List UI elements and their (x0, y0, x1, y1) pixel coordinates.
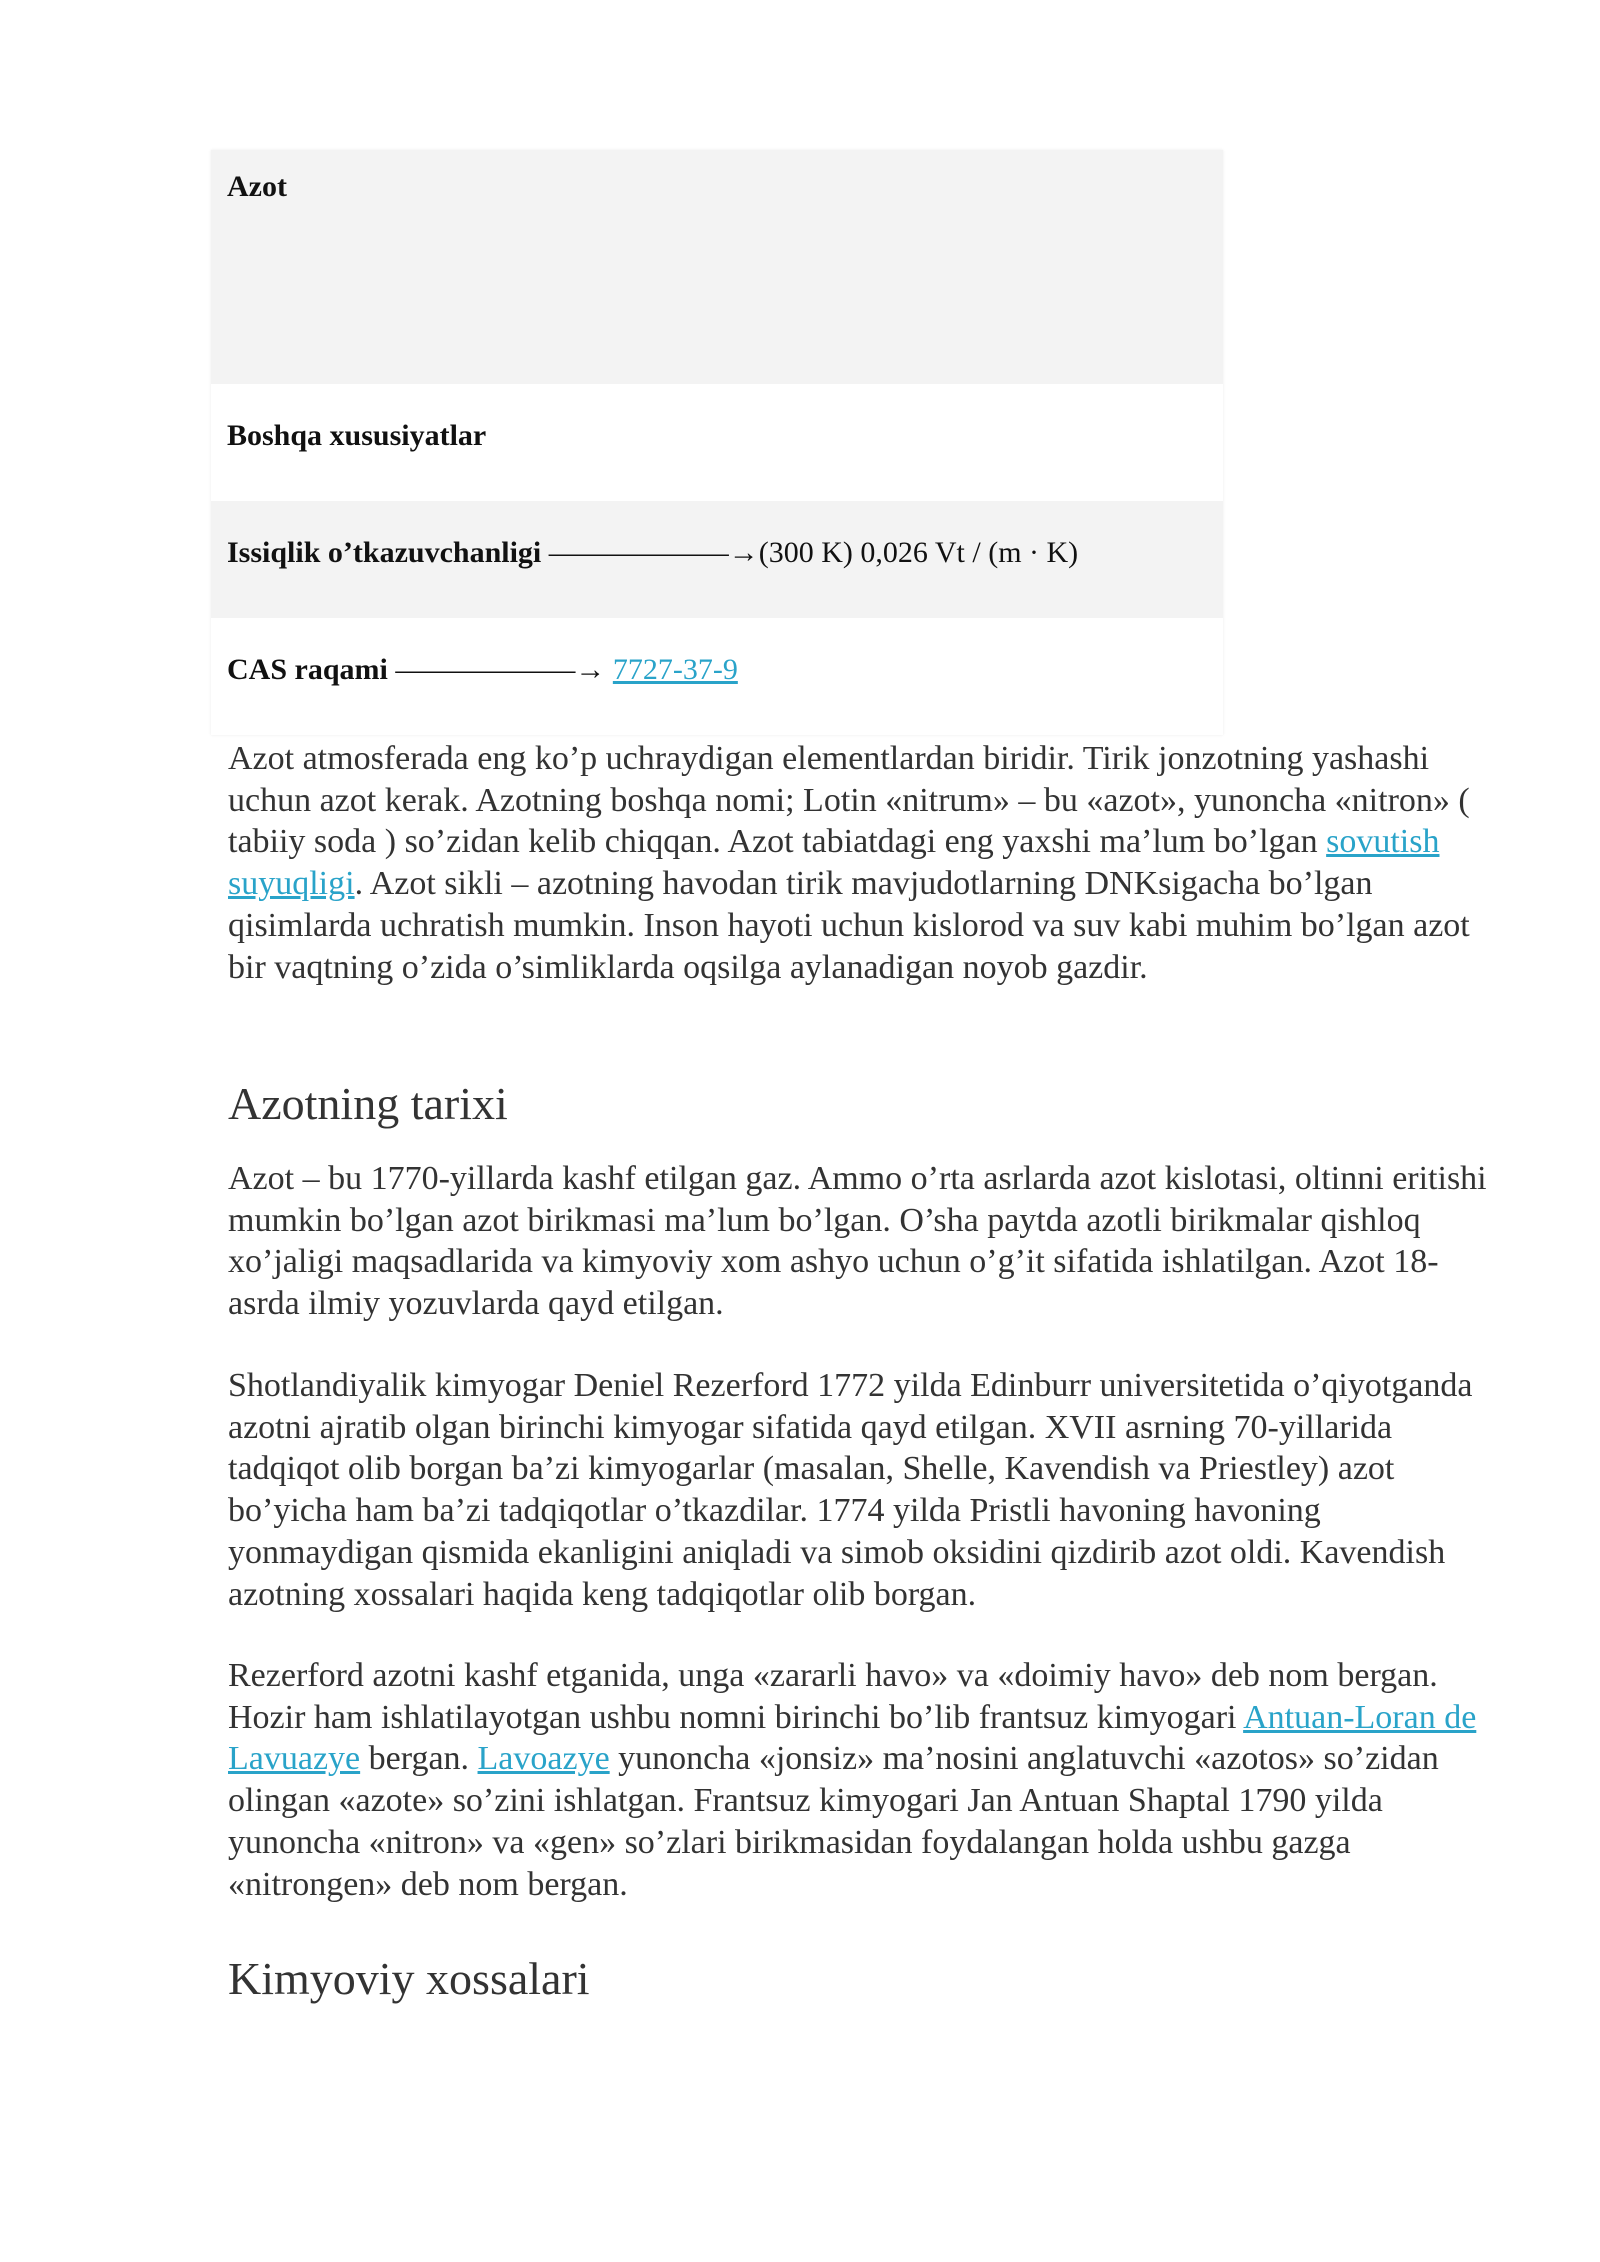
cas-arrow: ——————→ (387, 653, 613, 686)
history-text-3c: yunoncha «jonsiz» ma’nosini anglatuvchi «azotos» so’zidan olingan «azote» so’zini ishlatgan. Frantsuz kimyogari Jan Antuan Shaptal 1790 yilda yunoncha «nitron» va «gen» so’zlari birikmasidan foydalangan holda ushbu gazga «nitrongen» deb nom bergan. (228, 1740, 1439, 1903)
history-paragraph-3 (228, 1655, 1498, 1905)
lavoisier-full-link[interactable]: Antuan-Loran de Lavuazye (228, 1698, 1477, 1778)
cas-number-label: CAS raqami (227, 653, 388, 686)
infobox-thermal-row (211, 501, 1223, 618)
history-text-2: Shotlandiyalik kimyogar Deniel Rezerford 1772 yilda Edinburr universitetida o’qiyotganda azotni ajratib olgan birinchi kimyogar sifatida qayd etilgan. XVII asrning 70-yillarida tadqiqot olib borgan ba’zi kimyogarlar (masalan, Shelle, Kavendish va Priestley) azot bo’yicha ham ba’zi tadqiqotlar o’tkazdilar. 1774 yilda Pristli havoning havoning yonmaydigan qismida ekanligini aniqladi va simob oksidini qizdirib azot oldi. Kavendish azotning xossalari haqida keng tadqiqotlar olib borgan. (228, 1367, 1473, 1613)
coolant-link[interactable]: sovutish suyuqligi (228, 823, 1440, 903)
thermal-conductivity-label: Issiqlik o’tkazuvchanligi (227, 536, 542, 569)
history-text-3b: bergan. (360, 1740, 478, 1778)
infobox-title: Azot (227, 170, 287, 203)
intro-text-2: . Azot sikli – azotning havodan tirik mavjudotlarning DNKsigacha bo’lgan qisimlarda uchratish mumkin. Inson hayoti uchun kislorod va suv kabi muhim bo’lgan azot bir vaqtning o’zida o’simliklarda oqsilga aylanadigan noyob gazdir. (228, 865, 1470, 986)
element-infobox (211, 150, 1223, 735)
intro-text-1: Azot atmosferada eng ko’p uchraydigan elementlardan biridir. Tirik jonzotning yashashi uchun azot kerak. Azotning boshqa nomi; Lotin «nitrum» – bu «azot», yunoncha «nitron» ( tabiiy soda ) so’zidan kelib chiqqan. Azot tabiatdagi eng yaxshi ma’lum bo’lgan (228, 740, 1470, 861)
chemistry-heading: Kimyoviy xossalari (228, 1953, 590, 2004)
thermal-conductivity-value: (300 K) 0,026 Vt / (m · K) (758, 536, 1079, 569)
thermal-arrow: ——————→ (541, 536, 759, 569)
other-properties-heading: Boshqa xususiyatlar (227, 419, 487, 452)
history-text-1: Azot – bu 1770-yillarda kashf etilgan gaz. Ammo o’rta asrlarda azot kislotasi, oltinni eritishi mumkin bo’lgan azot birikmasi ma’lum bo’lgan. O’sha paytda azotli birikmalar qishloq xo’jaligi maqsadlarida va kimyoviy xom ashyo uchun o’g’it sifatida ishlatilgan. Azot 18-asrda ilmiy yozuvlarda qayd etilgan. (228, 1160, 1487, 1323)
history-paragraph-2 (228, 1365, 1498, 1615)
cas-number-link[interactable]: 7727-37-9 (612, 653, 738, 686)
history-paragraph-1 (228, 1158, 1498, 1325)
intro-paragraph (228, 738, 1498, 988)
infobox-other-properties-row (211, 384, 1223, 501)
history-text-3a: Rezerford azotni kashf etganida, unga «zararli havo» va «doimiy havo» deb nom bergan. Hozir ham ishlatilayotgan ushbu nomni birinchi bo’lib frantsuz kimyogari (228, 1657, 1438, 1736)
infobox-cas-row (211, 618, 1223, 735)
history-heading: Azotning tarixi (228, 1078, 508, 1129)
infobox-blank-row (211, 272, 1223, 384)
lavoisier-link[interactable]: Lavoazye (477, 1740, 610, 1778)
infobox-title-row (211, 150, 1223, 272)
